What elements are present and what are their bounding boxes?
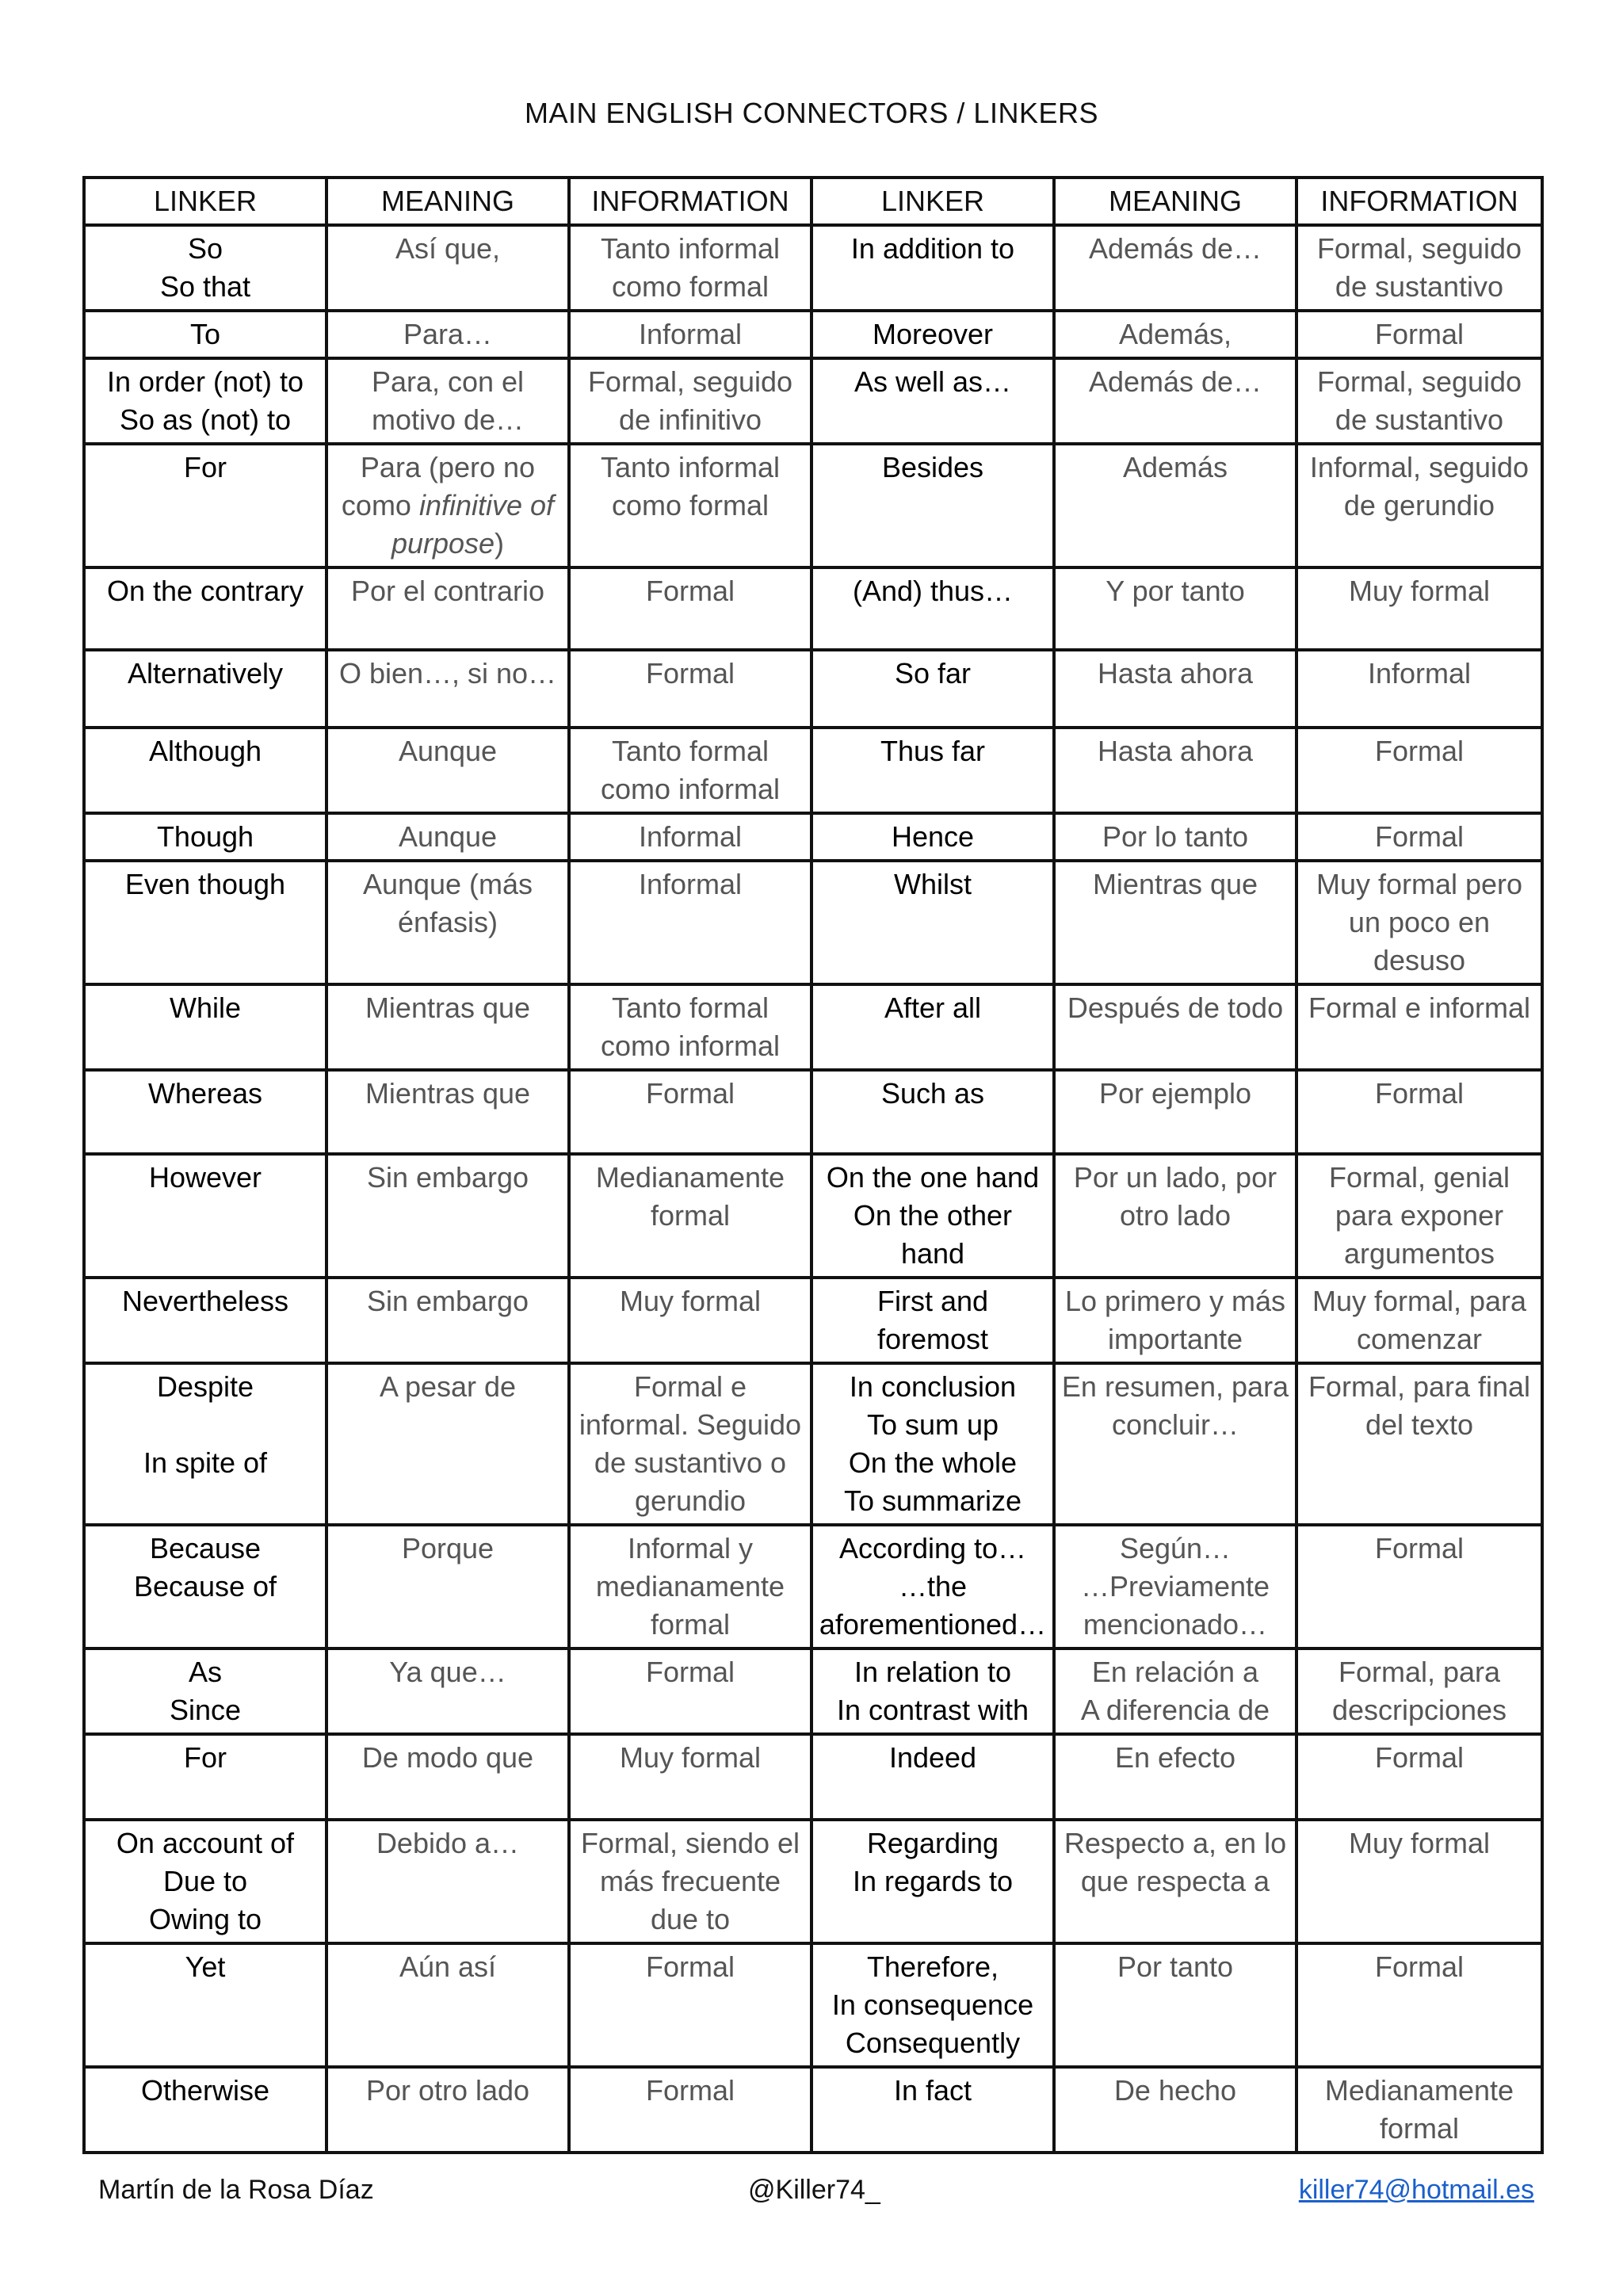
- meaning-cell: Por el contrario: [327, 567, 569, 650]
- linker-cell: For: [84, 1734, 327, 1820]
- meaning-cell: Y por tanto: [1054, 567, 1296, 650]
- meaning-cell: De modo que: [327, 1734, 569, 1820]
- table-row: [84, 444, 1542, 567]
- meaning-cell: Por ejemplo: [1054, 1070, 1296, 1154]
- header-meaning: MEANING: [327, 178, 569, 225]
- information-cell: Muy formal: [569, 1278, 812, 1363]
- linker-cell: (And) thus…: [812, 567, 1054, 650]
- linker-cell: So So that: [84, 225, 327, 311]
- table-row: [84, 311, 1542, 358]
- table-row: [84, 1648, 1542, 1734]
- table-row: [84, 1154, 1542, 1278]
- table-row: [84, 225, 1542, 311]
- information-cell: Informal: [569, 311, 812, 358]
- linker-cell: As well as…: [812, 358, 1054, 444]
- table-row: [84, 650, 1542, 728]
- information-cell: Tanto formal como informal: [569, 984, 812, 1070]
- meaning-cell: Aunque (más énfasis): [327, 861, 569, 984]
- meaning-cell: Por tanto: [1054, 1943, 1296, 2067]
- information-cell: Formal, seguido de sustantivo: [1296, 358, 1542, 444]
- meaning-cell: Debido a…: [327, 1820, 569, 1943]
- meaning-cell: O bien…, si no…: [327, 650, 569, 728]
- meaning-cell: Respecto a, en lo que respecta a: [1054, 1820, 1296, 1943]
- information-cell: Informal: [1296, 650, 1542, 728]
- table-row: [84, 1070, 1542, 1154]
- table-row: [84, 1525, 1542, 1648]
- information-cell: Tanto formal como informal: [569, 728, 812, 813]
- linker-cell: Whereas: [84, 1070, 327, 1154]
- information-cell: Muy formal pero un poco en desuso: [1296, 861, 1542, 984]
- meaning-cell: En resumen, para concluir…: [1054, 1363, 1296, 1525]
- meaning-cell: En efecto: [1054, 1734, 1296, 1820]
- linker-cell: Because Because of: [84, 1525, 327, 1648]
- information-cell: Tanto informal como formal: [569, 225, 812, 311]
- linker-cell: Despite In spite of: [84, 1363, 327, 1525]
- linker-cell: To: [84, 311, 327, 358]
- information-cell: Formal, siendo el más frecuente due to: [569, 1820, 812, 1943]
- footer-handle: @Killer74_: [748, 2175, 880, 2205]
- information-cell: Tanto informal como formal: [569, 444, 812, 567]
- information-cell: Formal: [569, 567, 812, 650]
- meaning-cell: Hasta ahora: [1054, 650, 1296, 728]
- table-row: [84, 1734, 1542, 1820]
- linker-cell: Hence: [812, 813, 1054, 861]
- information-cell: Formal, seguido de infinitivo: [569, 358, 812, 444]
- meaning-cell: Por un lado, por otro lado: [1054, 1154, 1296, 1278]
- meaning-cell: Sin embargo: [327, 1278, 569, 1363]
- table-row: [84, 861, 1542, 984]
- information-cell: Formal: [1296, 728, 1542, 813]
- linker-cell: In addition to: [812, 225, 1054, 311]
- linker-cell: On account of Due to Owing to: [84, 1820, 327, 1943]
- footer-email-link[interactable]: killer74@hotmail.es: [1298, 2175, 1534, 2205]
- header-linker: LINKER: [84, 178, 327, 225]
- information-cell: Formal e informal. Seguido de sustantivo o gerundio: [569, 1363, 812, 1525]
- table-row: [84, 358, 1542, 444]
- table-row: [84, 1943, 1542, 2067]
- linkers-table: [82, 176, 1544, 2154]
- linker-cell: Indeed: [812, 1734, 1054, 1820]
- table-row: [84, 1278, 1542, 1363]
- table-row: [84, 813, 1542, 861]
- meaning-cell: Además de…: [1054, 225, 1296, 311]
- meaning-cell: Además de…: [1054, 358, 1296, 444]
- information-cell: Formal: [569, 2067, 812, 2153]
- linker-cell: Though: [84, 813, 327, 861]
- meaning-cell: Para…: [327, 311, 569, 358]
- footer-author: Martín de la Rosa Díaz: [98, 2175, 374, 2205]
- meaning-cell: Mientras que: [327, 984, 569, 1070]
- linker-cell: Such as: [812, 1070, 1054, 1154]
- linker-cell: So far: [812, 650, 1054, 728]
- information-cell: Formal: [1296, 1943, 1542, 2067]
- linker-cell: In order (not) to So as (not) to: [84, 358, 327, 444]
- meaning-cell: Aunque: [327, 813, 569, 861]
- meaning-cell: De hecho: [1054, 2067, 1296, 2153]
- linker-cell: Nevertheless: [84, 1278, 327, 1363]
- meaning-cell: Mientras que: [327, 1070, 569, 1154]
- header-information-2: INFORMATION: [1296, 178, 1542, 225]
- linker-cell: While: [84, 984, 327, 1070]
- information-cell: Formal: [1296, 311, 1542, 358]
- information-cell: Medianamente formal: [569, 1154, 812, 1278]
- meaning-cell: Así que,: [327, 225, 569, 311]
- linker-cell: Besides: [812, 444, 1054, 567]
- meaning-cell: A pesar de: [327, 1363, 569, 1525]
- information-cell: Formal: [1296, 1525, 1542, 1648]
- meaning-cell: Por otro lado: [327, 2067, 569, 2153]
- linker-cell: In conclusion To sum up On the whole To summarize: [812, 1363, 1054, 1525]
- information-cell: Muy formal: [1296, 567, 1542, 650]
- information-cell: Formal: [1296, 1070, 1542, 1154]
- linker-cell: First and foremost: [812, 1278, 1054, 1363]
- information-cell: Formal: [1296, 813, 1542, 861]
- linker-cell: Yet: [84, 1943, 327, 2067]
- meaning-cell: Sin embargo: [327, 1154, 569, 1278]
- linker-cell: Moreover: [812, 311, 1054, 358]
- meaning-cell: Hasta ahora: [1054, 728, 1296, 813]
- meaning-cell: Para (pero no como infinitive of purpose): [327, 444, 569, 567]
- linker-cell: For: [84, 444, 327, 567]
- meaning-cell: Además: [1054, 444, 1296, 567]
- meaning-cell: Además,: [1054, 311, 1296, 358]
- meaning-cell: Aún así: [327, 1943, 569, 2067]
- information-cell: Formal: [1296, 1734, 1542, 1820]
- table-row: [84, 728, 1542, 813]
- information-cell: Informal: [569, 861, 812, 984]
- information-cell: Informal y medianamente formal: [569, 1525, 812, 1648]
- linker-cell: On the one hand On the other hand: [812, 1154, 1054, 1278]
- linker-cell: Whilst: [812, 861, 1054, 984]
- linker-cell: Therefore, In consequence Consequently: [812, 1943, 1054, 2067]
- linker-cell: According to… …the aforementioned…: [812, 1525, 1054, 1648]
- linker-cell: Even though: [84, 861, 327, 984]
- information-cell: Muy formal: [569, 1734, 812, 1820]
- linker-cell: However: [84, 1154, 327, 1278]
- meaning-cell: Mientras que: [1054, 861, 1296, 984]
- table-row: [84, 2067, 1542, 2153]
- linker-cell: As Since: [84, 1648, 327, 1734]
- table-header-row: [84, 178, 1542, 225]
- information-cell: Formal, genial para exponer argumentos: [1296, 1154, 1542, 1278]
- information-cell: Muy formal: [1296, 1820, 1542, 1943]
- information-cell: Medianamente formal: [1296, 2067, 1542, 2153]
- table-row: [84, 984, 1542, 1070]
- information-cell: Formal: [569, 1648, 812, 1734]
- table-row: [84, 1363, 1542, 1525]
- information-cell: Formal: [569, 650, 812, 728]
- meaning-cell: En relación a A diferencia de: [1054, 1648, 1296, 1734]
- information-cell: Formal, para final del texto: [1296, 1363, 1542, 1525]
- information-cell: Formal, para descripciones: [1296, 1648, 1542, 1734]
- linker-cell: After all: [812, 984, 1054, 1070]
- linker-cell: Regarding In regards to: [812, 1820, 1054, 1943]
- information-cell: Formal e informal: [1296, 984, 1542, 1070]
- information-cell: Muy formal, para comenzar: [1296, 1278, 1542, 1363]
- information-cell: Formal: [569, 1070, 812, 1154]
- meaning-cell: Para, con el motivo de…: [327, 358, 569, 444]
- header-information: INFORMATION: [569, 178, 812, 225]
- table-row: [84, 1820, 1542, 1943]
- meaning-cell: Porque: [327, 1525, 569, 1648]
- information-cell: Informal, seguido de gerundio: [1296, 444, 1542, 567]
- linker-cell: Alternatively: [84, 650, 327, 728]
- information-cell: Formal, seguido de sustantivo: [1296, 225, 1542, 311]
- meaning-cell: Según… …Previamente mencionado…: [1054, 1525, 1296, 1648]
- linker-cell: Thus far: [812, 728, 1054, 813]
- information-cell: Informal: [569, 813, 812, 861]
- linker-cell: Although: [84, 728, 327, 813]
- header-meaning-2: MEANING: [1054, 178, 1296, 225]
- page-title: MAIN ENGLISH CONNECTORS / LINKERS: [525, 97, 1098, 129]
- linker-cell: Otherwise: [84, 2067, 327, 2153]
- meaning-cell: Después de todo: [1054, 984, 1296, 1070]
- linker-cell: On the contrary: [84, 567, 327, 650]
- header-linker-2: LINKER: [812, 178, 1054, 225]
- table-body: [84, 225, 1542, 2153]
- information-cell: Formal: [569, 1943, 812, 2067]
- meaning-cell: Lo primero y más importante: [1054, 1278, 1296, 1363]
- meaning-cell: Aunque: [327, 728, 569, 813]
- meaning-cell: Por lo tanto: [1054, 813, 1296, 861]
- linker-cell: In relation to In contrast with: [812, 1648, 1054, 1734]
- linker-cell: In fact: [812, 2067, 1054, 2153]
- meaning-cell: Ya que…: [327, 1648, 569, 1734]
- table-row: [84, 567, 1542, 650]
